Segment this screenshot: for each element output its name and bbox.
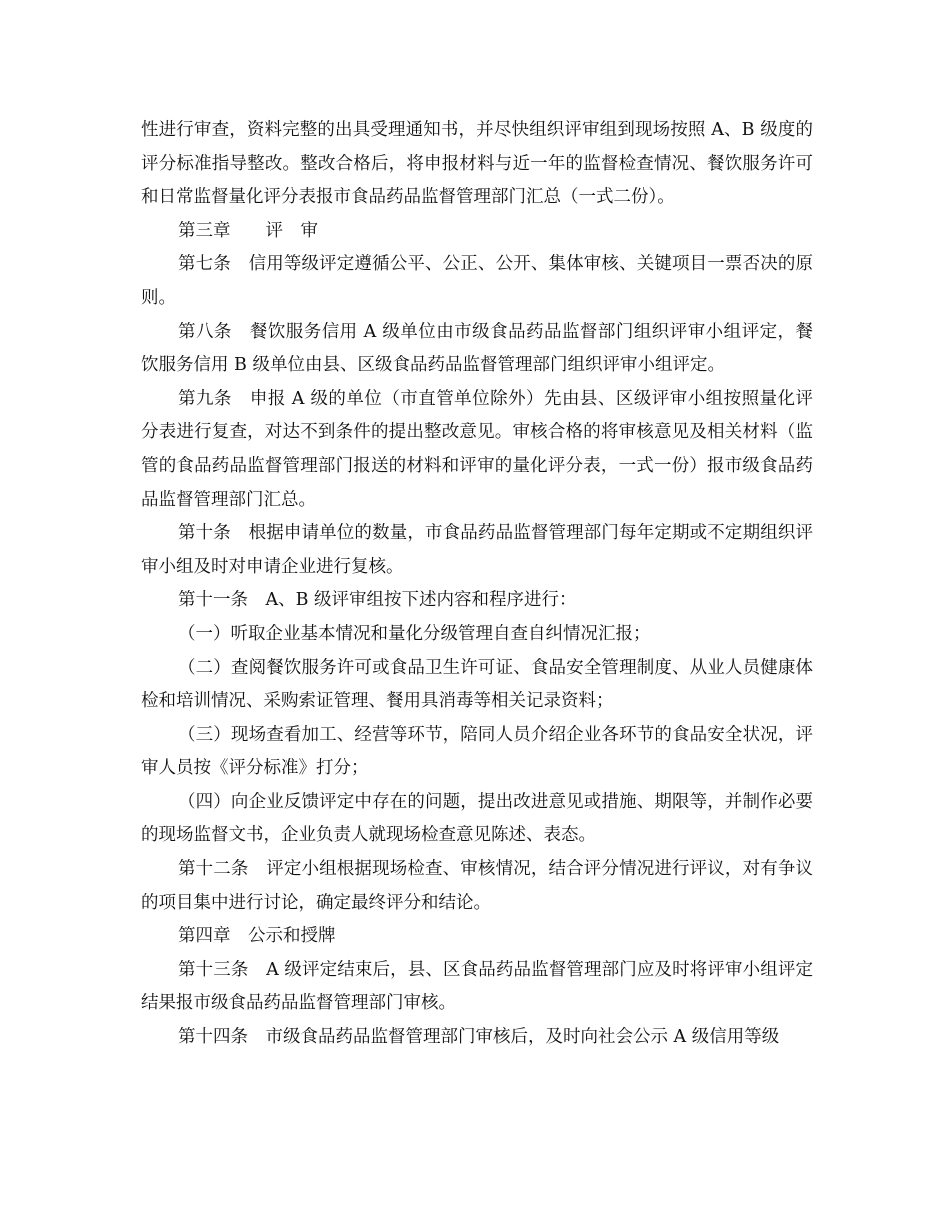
article-11-item-3: （三）现场查看加工、经营等环节，陪同人员介绍企业各环节的食品安全状况，评审人员按《评分标准》打分； <box>141 724 813 779</box>
article-11-item-1: （一）听取企业基本情况和量化分级管理自查自纠情况汇报； <box>178 623 651 644</box>
article-7: 第七条 信用等级评定遵循公平、公正、公开、集体审核、关键项目一票否决的原则。 <box>141 254 813 308</box>
article-12: 第十二条 评定小组根据现场检查、审核情况，结合评分情况进行评议，对有争议的项目集中进行讨论，确定最终评分和结论。 <box>141 859 813 913</box>
chapter-3-heading: 第三章 评 审 <box>178 220 318 241</box>
article-11-item-4: （四）向企业反馈评定中存在的问题，提出改进意见或措施、期限等，并制作必要的现场监督文书，企业负责人就现场检查意见陈述、表态。 <box>141 791 813 846</box>
document-body <box>141 114 813 1055</box>
article-11-item-2: （二）查阅餐饮服务许可或食品卫生许可证、食品安全管理制度、从业人员健康体检和培训情况、采购索证管理、餐用具消毒等相关记录资料； <box>141 657 813 712</box>
chapter-4-heading: 第四章 公示和授牌 <box>178 926 336 947</box>
article-13: 第十三条 A 级评定结束后，县、区食品药品监督管理部门应及时将评审小组评定结果报市级食品药品监督管理部门审核。 <box>141 959 813 1014</box>
article-11: 第十一条 A、B 级评审组按下述内容和程序进行： <box>178 590 577 611</box>
paragraph-continuation: 性进行审查，资料完整的出具受理通知书，并尽快组织评审组到现场按照 A、B 级度的评分标准指导整改。整改合格后，将申报材料与近一年的监督检查情况、餐饮服务许可和日常监督量化评分表报市食品药品监督管理部门汇总（一式二份）。 <box>141 120 813 208</box>
article-10: 第十条 根据申请单位的数量，市食品药品监督管理部门每年定期或不定期组织评审小组及时对申请企业进行复核。 <box>141 523 813 577</box>
article-9: 第九条 申报 A 级的单位（市直管单位除外）先由县、区级评审小组按照量化评分表进行复查，对达不到条件的提出整改意见。审核合格的将审核意见及相关材料（监管的食品药品监督管理部门报送的材料和评审的量化评分表，一式一份）报市级食品药品监督管理部门汇总。 <box>141 388 813 510</box>
article-14: 第十四条 市级食品药品监督管理部门审核后，及时向社会公示 A 级信用等级 <box>178 1027 780 1048</box>
article-8: 第八条 餐饮服务信用 A 级单位由市级食品药品监督部门组织评审小组评定，餐饮服务信用 B 级单位由县、区级食品药品监督管理部门组织评审小组评定。 <box>141 321 813 376</box>
